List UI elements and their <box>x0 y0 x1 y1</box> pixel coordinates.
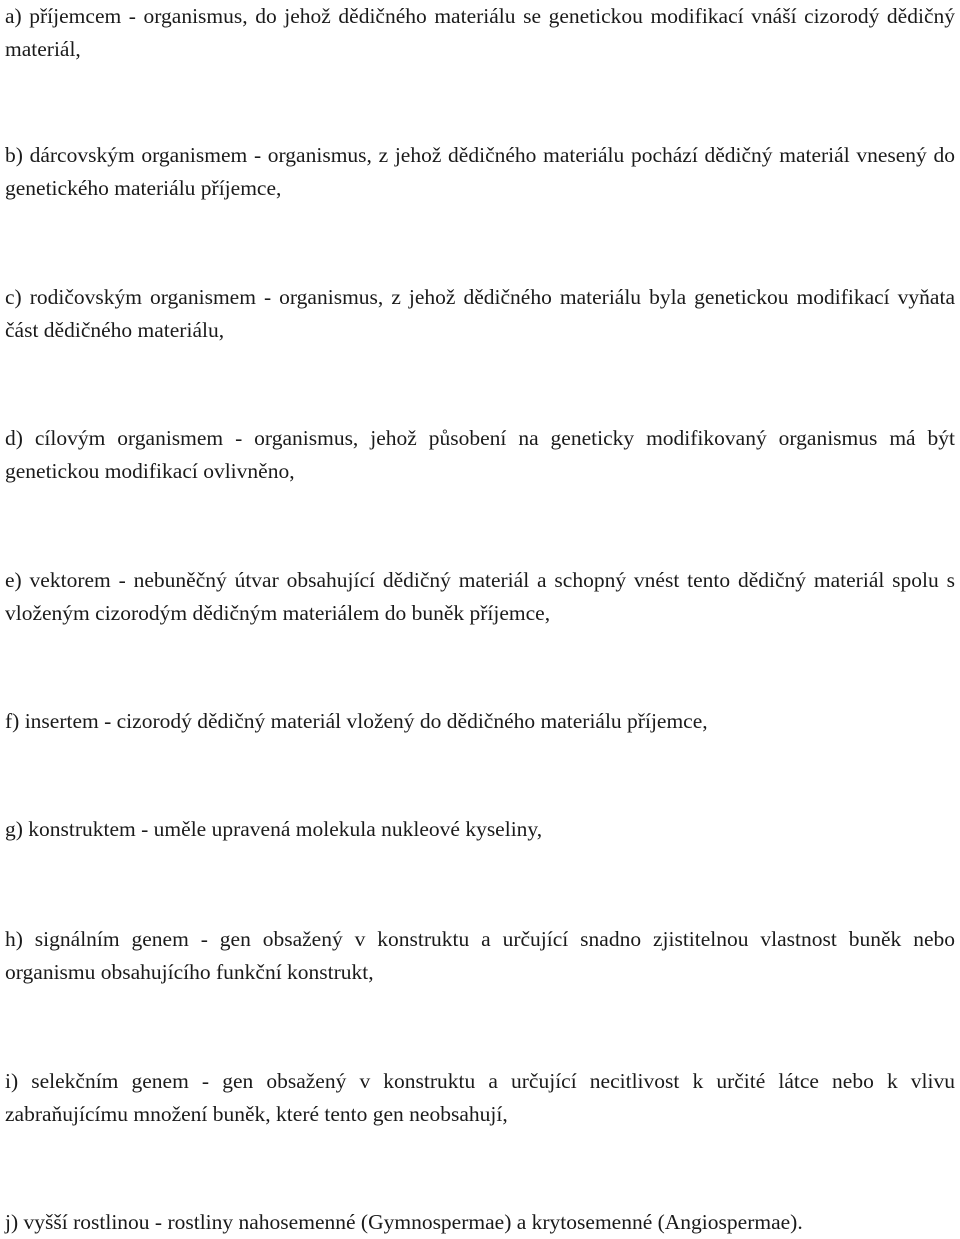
definition-item-i: i) selekčním genem - gen obsažený v konstruktu a určující necitlivost k určité látce nebo k vlivu zabraňujícímu množení buněk, které tento gen neobsahují, <box>5 1069 955 1126</box>
definition-item-d: d) cílovým organismem - organismus, jehož působení na geneticky modifikovaný organismus má být genetickou modifikací ovlivněno, <box>5 426 955 483</box>
definition-item-h: h) signálním genem - gen obsažený v konstruktu a určující snadno zjistitelnou vlastnost buněk nebo organismu obsahujícího funkční konstrukt, <box>5 927 955 984</box>
definition-item-c: c) rodičovským organismem - organismus, z jehož dědičného materiálu byla genetickou modifikací vyňata část dědičného materiálu, <box>5 285 955 342</box>
definition-item-e: e) vektorem - nebuněčný útvar obsahující dědičný materiál a schopný vnést tento dědičný materiál spolu s vloženým cizorodým dědičným materiálem do buněk příjemce, <box>5 568 955 625</box>
definition-item-j: j) vyšší rostlinou - rostliny nahosemenné (Gymnospermae) a krytosemenné (Angiospermae). <box>5 1210 803 1234</box>
definition-item-f: f) insertem - cizorodý dědičný materiál vložený do dědičného materiálu příjemce, <box>5 709 708 733</box>
definition-item-b: b) dárcovským organismem - organismus, z jehož dědičného materiálu pochází dědičný materiál vnesený do genetického materiálu příjemce, <box>5 143 955 200</box>
definition-item-a: a) příjemcem - organismus, do jehož dědičného materiálu se genetickou modifikací vnáší cizorodý dědičný materiál, <box>5 4 955 61</box>
definition-item-g: g) konstruktem - uměle upravená molekula nukleové kyseliny, <box>5 817 543 841</box>
